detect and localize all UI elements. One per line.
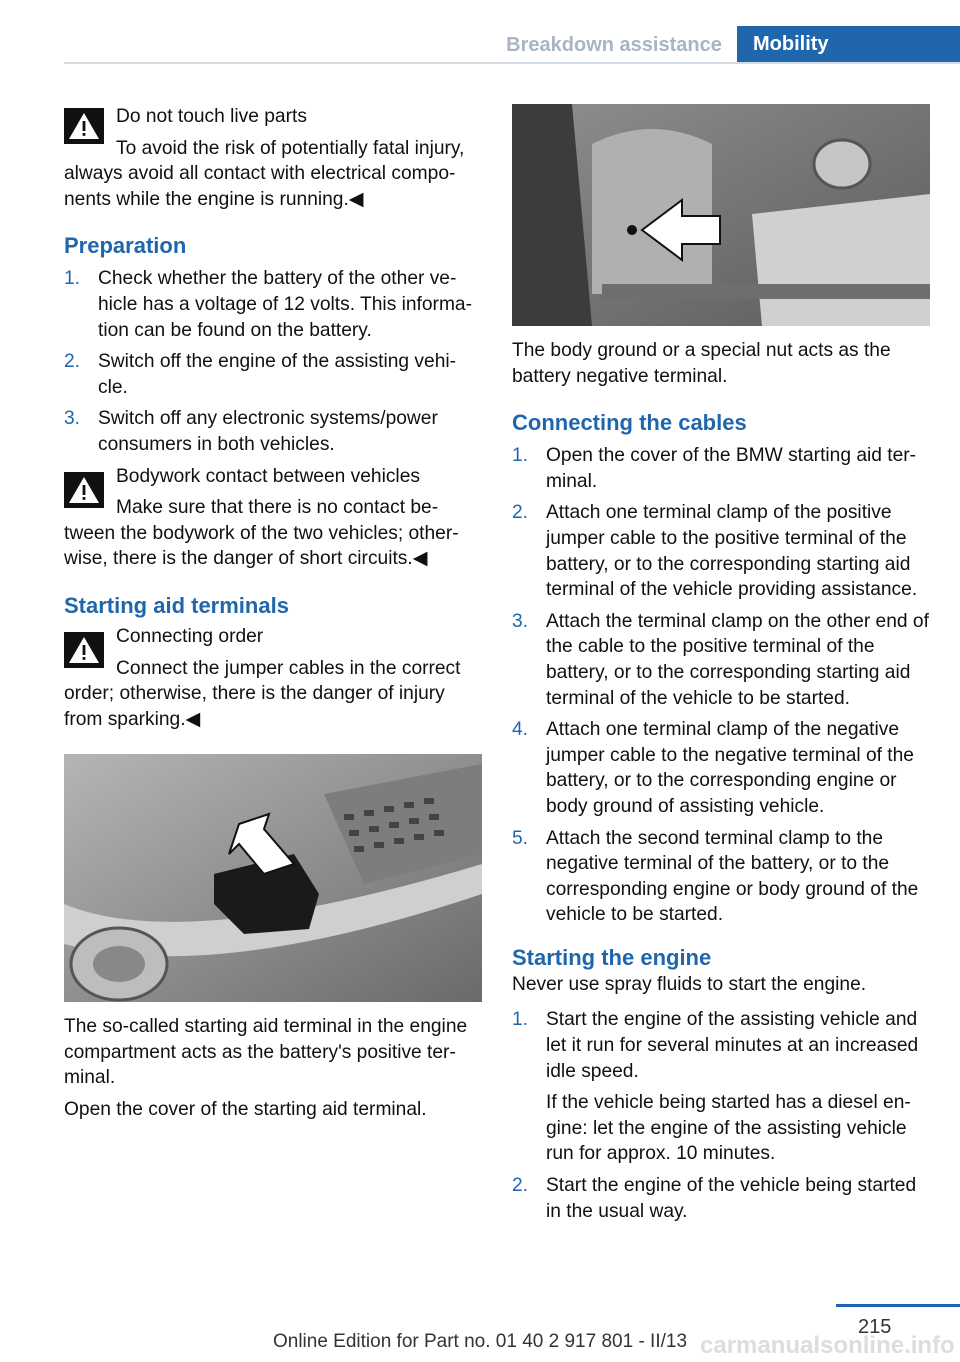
body-text: Open the cover of the starting aid terminal.: [64, 1099, 427, 1121]
engine-bay-image: [64, 754, 482, 1002]
warning-icon: [64, 632, 104, 668]
warning-title: Connecting order: [116, 625, 264, 647]
heading-starting-engine: Starting the engine: [512, 944, 712, 970]
list-item: 2. Start the engine of the vehicle being started in the usual way.: [512, 1175, 917, 1222]
header-tab-mobility: Mobility: [737, 26, 960, 64]
list-item: 1. Open the cover of the BMW starting aid ter- minal.: [512, 445, 917, 492]
figure-caption: The so-called starting aid terminal in the engine compartment acts as the battery's positive ter- minal.: [64, 1016, 468, 1089]
header-section: Breakdown assistance: [506, 34, 722, 56]
starting-list: [512, 1007, 930, 1224]
warning-icon: [64, 472, 104, 508]
right-column: [512, 104, 930, 1230]
figure-caption: The body ground or a special nut acts as the battery negative terminal.: [512, 340, 891, 387]
heading-starting-aid-terminals: Starting aid terminals: [64, 592, 289, 618]
list-item: 4. Attach one terminal clamp of the negative jumper cable to the negative terminal of the battery, or to the corresponding engine or body ground of assisting vehicle.: [512, 719, 914, 817]
list-item: 3. Switch off any electronic systems/power consumers in both vehicles.: [64, 408, 438, 455]
figure-negative-terminal: [512, 104, 930, 326]
warning-icon: [64, 108, 104, 144]
watermark: carmanualsonline.info: [700, 1332, 955, 1359]
warning-text: Make sure that there is no contact be- tween the bodywork of the two vehicles; other- wise, there is the danger of short circuits.◀: [64, 497, 459, 570]
list-item: 3. Attach the terminal clamp on the other end of the cable to the positive terminal of the battery, or to the corresponding starting aid terminal of the vehicle to be started.: [512, 610, 929, 709]
page-number-rule: [836, 1304, 960, 1307]
warning-title: Bodywork contact between vehicles: [116, 465, 420, 487]
list-item: 5. Attach the second terminal clamp to the negative terminal of the battery, or to the corresponding engine or body ground of the vehicle to be started.: [512, 827, 919, 926]
preparation-list: [64, 266, 482, 457]
warning-connecting-order: [64, 624, 482, 732]
warning-bodywork: [64, 464, 482, 572]
engine-bay-image: [512, 104, 930, 326]
list-item: 1. Check whether the battery of the other ve- hicle has a voltage of 12 volts. This informa- tion can be found on the battery.: [64, 268, 472, 341]
list-item: 2. Attach one terminal clamp of the positive jumper cable to the positive terminal of the battery, or to the corresponding starting aid terminal of the vehicle providing assistance.: [512, 502, 918, 601]
header-divider: [64, 62, 960, 64]
list-item-note: If the vehicle being started has a diesel en- gine: let the engine of the assisting vehicle run for approx. 10 minutes.: [546, 1092, 911, 1165]
left-column: [64, 100, 482, 1123]
warning-title: Do not touch live parts: [116, 106, 307, 127]
footer-edition: Online Edition for Part no. 01 40 2 917 801 - II/13: [272, 1331, 688, 1352]
figure-starting-aid-terminal: [64, 754, 482, 1002]
list-item: 2. Switch off the engine of the assisting vehi- cle.: [64, 351, 457, 398]
heading-connecting-cables: Connecting the cables: [512, 410, 747, 436]
warning-text: Connect the jumper cables in the correct order; otherwise, there is the danger of injury from sparking.◀: [64, 657, 461, 730]
body-text: Never use spray fluids to start the engine.: [512, 973, 867, 995]
heading-preparation: Preparation: [64, 233, 187, 259]
warning-live-parts: [64, 100, 482, 212]
list-item: 1. Start the engine of the assisting vehicle and let it run for several minutes at an increased idle speed. If the vehicle being started has a diesel en- gine: let the engine of the assisting vehicle run for approx. 10 minutes.: [512, 1007, 930, 1167]
page-number: 215: [858, 1316, 892, 1338]
warning-text: To avoid the risk of potentially fatal injury, always avoid all contact with electrical compo- nents while the engine is running.◀: [64, 137, 465, 210]
connecting-list: [512, 443, 930, 928]
